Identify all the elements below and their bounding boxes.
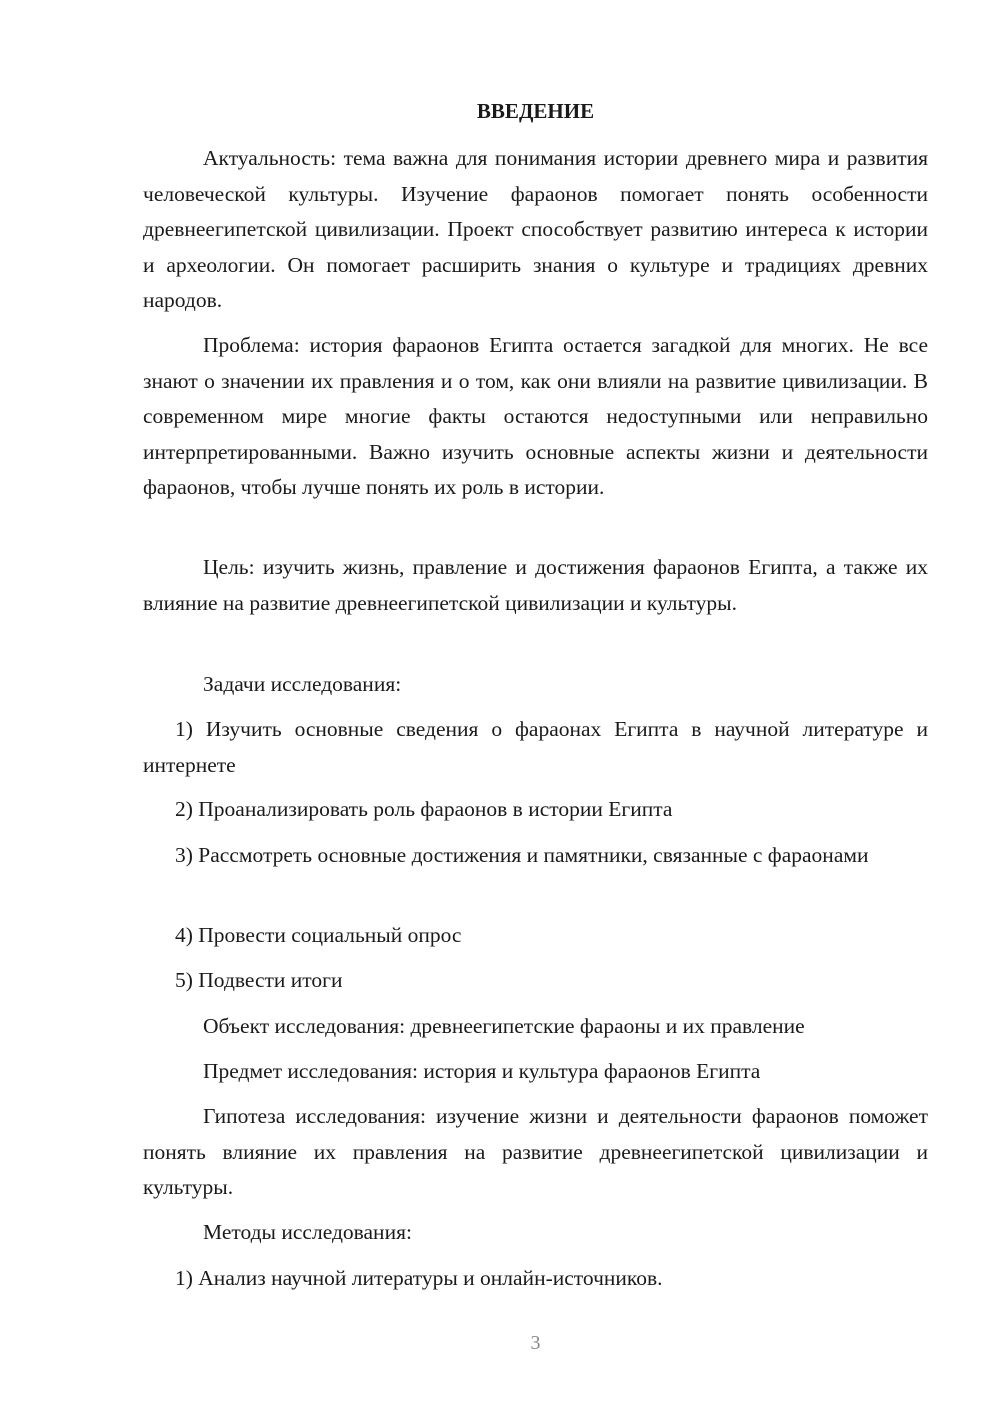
tasks-heading: Задачи исследования: [203,672,402,696]
method-item-1: 1) Анализ научной литературы и онлайн-источников. [175,1266,663,1290]
hypothesis-paragraph: Гипотеза исследования: изучение жизни и деятельности фараонов поможет понять влияние их правления на развитие древнеегипетской цивилизации и культуры. [143,1104,928,1199]
research-subject: Предмет исследования: история и культура фараонов Египта [203,1059,761,1083]
task-item-2: 2) Проанализировать роль фараонов в истории Египта [175,797,673,821]
goal-paragraph: Цель: изучить жизнь, правление и достижения фараонов Египта, а также их влияние на развитие древнеегипетской цивилизации и культуры. [143,555,928,615]
problem-paragraph: Проблема: история фараонов Египта остается загадкой для многих. Не все знают о значении их правления и о том, как они влияли на развитие цивилизации. В современном мире многие факты остаются недоступными или неправильно интерпретированными. Важно изучить основные аспекты жизни и деятельности фараонов, чтобы лучше понять их роль в истории. [143,333,928,499]
task-item-4: 4) Провести социальный опрос [175,923,462,947]
task-item-3: 3) Рассмотреть основные достижения и памятники, связанные с фараонами [175,843,869,867]
task-item-1: 1) Изучить основные сведения о фараонах Египта в научной литературе и интернете [143,717,928,777]
task-item-5: 5) Подвести итоги [175,968,343,992]
page-number: 3 [530,1332,541,1354]
relevance-paragraph: Актуальность: тема важна для понимания истории древнего мира и развития человеческой культуры. Изучение фараонов помогает понять особенности древнеегипетской цивилизации. Проект способствует развитию интереса к истории и археологии. Он помогает расширить знания о культуре и традициях древних народов. [143,146,928,312]
page-title: ВВЕДЕНИЕ [476,99,595,123]
methods-heading: Методы исследования: [203,1220,412,1244]
document-page [143,0,928,1414]
research-object: Объект исследования: древнеегипетские фараоны и их правление [203,1014,805,1038]
